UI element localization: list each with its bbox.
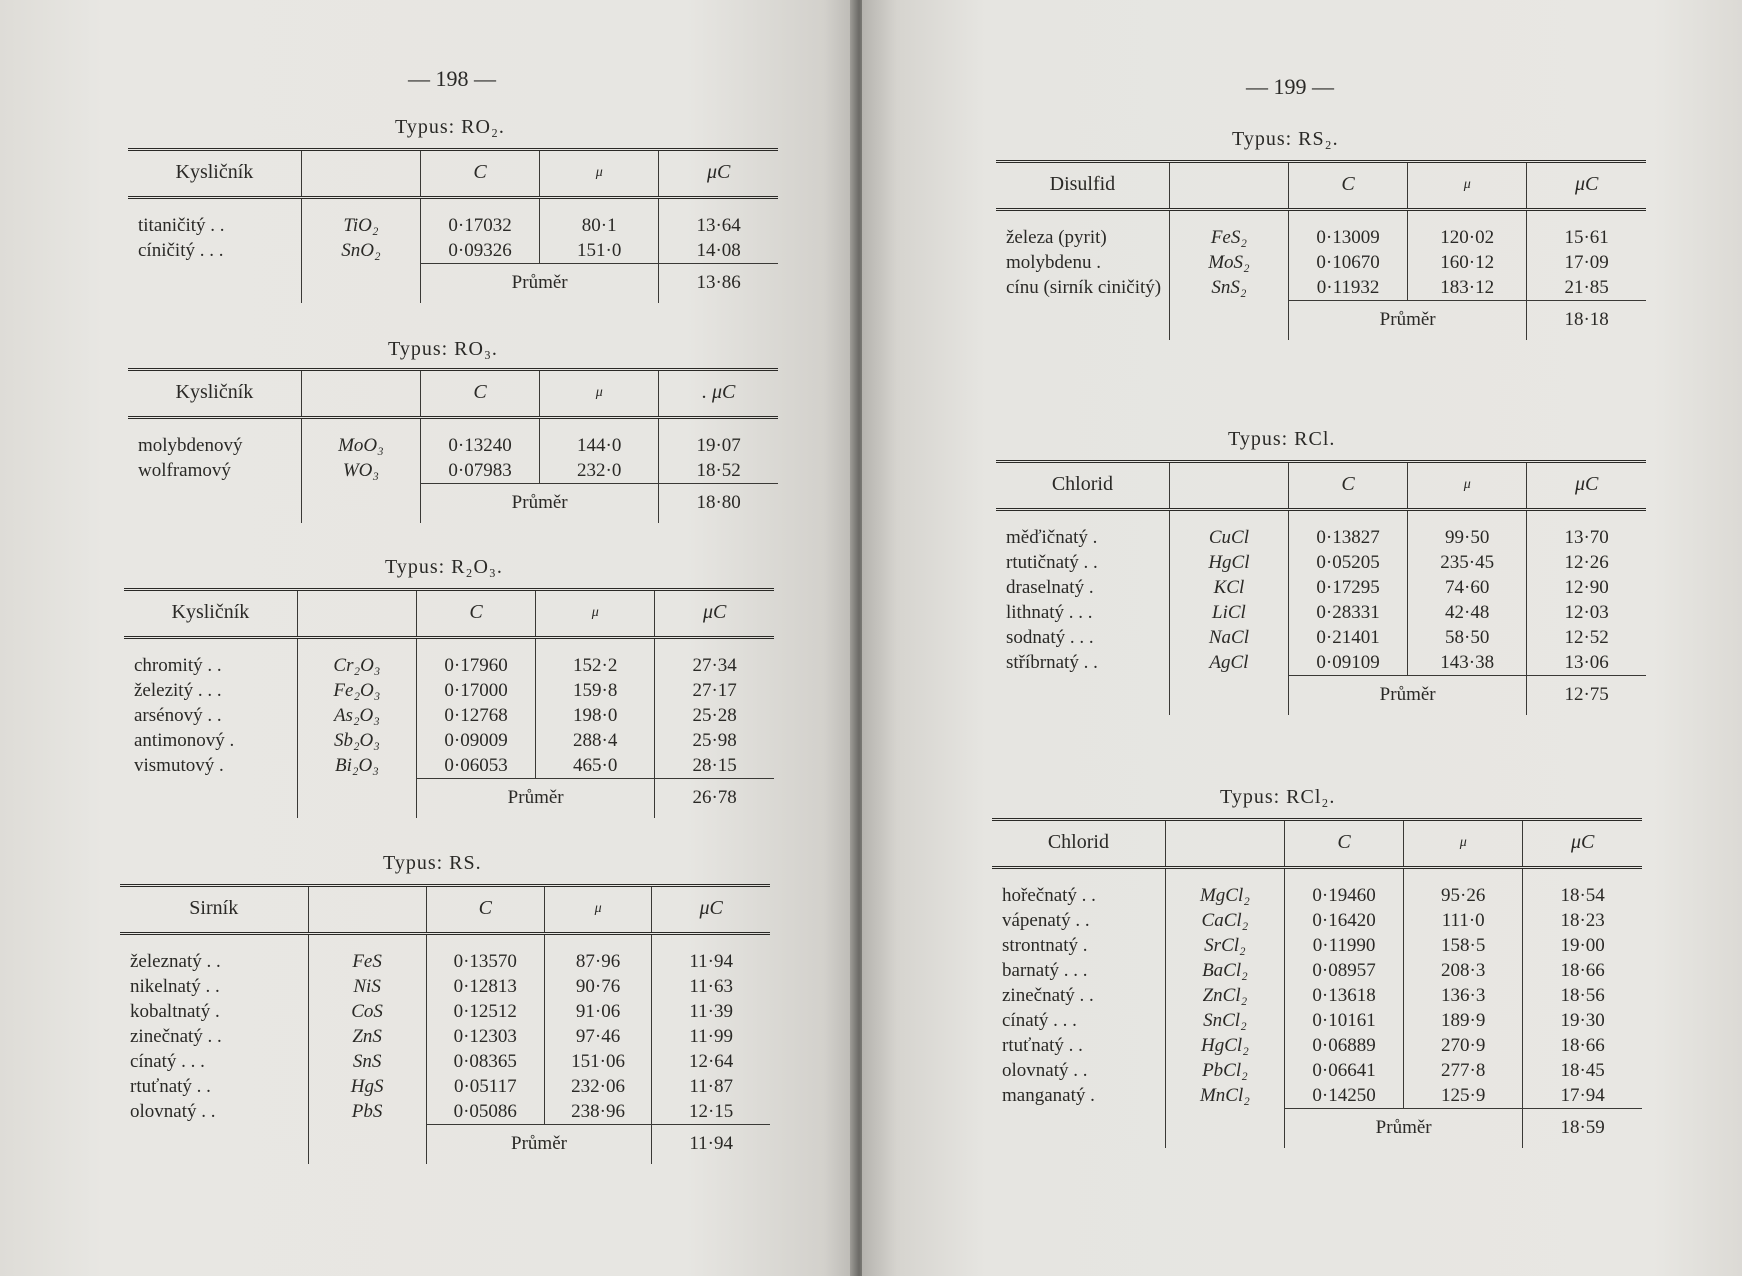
column-header xyxy=(301,370,420,418)
table-cell: WO₃ xyxy=(301,458,420,484)
table-cell: zinečnatý . . xyxy=(130,1026,222,1047)
table-cell: 0·12303 xyxy=(426,1024,544,1049)
table-cell: vismutový . xyxy=(134,755,224,776)
table-cell: 25·98 xyxy=(655,728,774,753)
average-value: 12·75 xyxy=(1527,676,1646,716)
average-row xyxy=(996,676,1646,716)
table-title: Typus: RCl. xyxy=(1228,428,1336,450)
column-header: C xyxy=(420,370,539,418)
table-cell: 90·76 xyxy=(544,974,651,999)
table-cell: 151·0 xyxy=(540,238,659,264)
table-cell: rtutičnatý . . xyxy=(1006,552,1098,573)
table-cell: 17·09 xyxy=(1527,250,1646,275)
table-cell: SnS₂ xyxy=(1169,275,1288,301)
table-cell: 0·07983 xyxy=(420,458,539,484)
data-table xyxy=(128,148,778,303)
table-cell: antimonový . xyxy=(134,730,235,751)
table-cell: 11·87 xyxy=(652,1074,770,1099)
table-row xyxy=(996,600,1646,625)
data-table xyxy=(128,368,778,523)
column-header: μC xyxy=(659,150,778,198)
table-cell: 12·26 xyxy=(1527,550,1646,575)
average-row xyxy=(120,1125,770,1165)
average-value: 18·18 xyxy=(1527,301,1646,341)
table-cell: železitý . . . xyxy=(134,680,222,701)
table-row xyxy=(124,703,774,728)
table-title: Typus: RO₃. xyxy=(388,338,498,360)
table-cell: 288·4 xyxy=(536,728,655,753)
table-title: Typus: RCl₂. xyxy=(1220,786,1336,808)
table-cell: rtuťnatý . . xyxy=(1002,1035,1083,1056)
table-cell: 0·12813 xyxy=(426,974,544,999)
table-row xyxy=(120,999,770,1024)
table-cell: 87·96 xyxy=(544,934,651,975)
average-row xyxy=(124,779,774,819)
table-cell: KCl xyxy=(1169,575,1288,600)
column-header xyxy=(301,150,420,198)
column-header: Chlorid xyxy=(996,462,1169,510)
table-cell: železa (pyrit) xyxy=(1006,227,1107,248)
data-table xyxy=(120,884,770,1164)
table-cell: strontnatý . xyxy=(1002,935,1088,956)
column-header xyxy=(1169,162,1288,210)
table-title: Typus: RO₂. xyxy=(395,116,505,138)
average-value: 26·78 xyxy=(655,779,774,819)
table-cell: měďičnatý . xyxy=(1006,527,1098,548)
column-header: C xyxy=(416,590,535,638)
average-value: 18·59 xyxy=(1523,1109,1642,1149)
table-cell: 0·08957 xyxy=(1284,958,1403,983)
table-cell: 125·9 xyxy=(1404,1083,1523,1109)
table-cell: CoS xyxy=(308,999,426,1024)
table-row xyxy=(120,1074,770,1099)
table-cell: 232·06 xyxy=(544,1074,651,1099)
table-cell: BaCl₂ xyxy=(1165,958,1284,983)
table-cell: ZnS xyxy=(308,1024,426,1049)
table-cell: As₂O₃ xyxy=(297,703,416,728)
table-row xyxy=(992,1008,1642,1033)
table-cell: nikelnatý . . xyxy=(130,976,220,997)
table-cell: 11·94 xyxy=(652,934,770,975)
table-cell: 97·46 xyxy=(544,1024,651,1049)
table-cell: 152·2 xyxy=(536,638,655,679)
data-table xyxy=(996,460,1646,715)
table-cell: 465·0 xyxy=(536,753,655,779)
column-header: μ xyxy=(1408,462,1527,510)
column-header: C xyxy=(1284,820,1403,868)
table-cell: železnatý . . xyxy=(130,951,221,972)
table-row xyxy=(992,1058,1642,1083)
column-header: μ xyxy=(540,370,659,418)
table-cell: draselnatý . xyxy=(1006,577,1094,598)
table-cell: 0·17960 xyxy=(416,638,535,679)
table-cell: HgCl₂ xyxy=(1165,1033,1284,1058)
table-cell: 183·12 xyxy=(1408,275,1527,301)
table-cell: SrCl₂ xyxy=(1165,933,1284,958)
table-cell: 277·8 xyxy=(1404,1058,1523,1083)
table-row xyxy=(124,728,774,753)
table-cell: MgCl₂ xyxy=(1165,868,1284,909)
table-cell: NaCl xyxy=(1169,625,1288,650)
table-cell: 270·9 xyxy=(1404,1033,1523,1058)
table-cell: 13·64 xyxy=(659,198,778,239)
table-cell: Sb₂O₃ xyxy=(297,728,416,753)
table-row xyxy=(128,238,778,264)
table-cell: 0·09009 xyxy=(416,728,535,753)
column-header: μC xyxy=(1527,162,1646,210)
table-cell: 143·38 xyxy=(1408,650,1527,676)
average-row xyxy=(992,1109,1642,1149)
table-cell: sodnatý . . . xyxy=(1006,627,1094,648)
table-cell: 189·9 xyxy=(1404,1008,1523,1033)
table-cell: 0·17032 xyxy=(420,198,539,239)
page-number-left: — 198 — xyxy=(408,66,496,91)
table-cell: 0·10670 xyxy=(1288,250,1407,275)
table-cell: ZnCl₂ xyxy=(1165,983,1284,1008)
table-row xyxy=(992,1033,1642,1058)
table-row xyxy=(124,638,774,679)
table-cell: 0·12768 xyxy=(416,703,535,728)
table-cell: 120·02 xyxy=(1408,210,1527,251)
average-value: 13·86 xyxy=(659,264,778,304)
table-cell: FeS xyxy=(308,934,426,975)
table-cell: 58·50 xyxy=(1408,625,1527,650)
table-cell: 0·14250 xyxy=(1284,1083,1403,1109)
table-cell: CuCl xyxy=(1169,510,1288,551)
average-label: Průměr xyxy=(1288,301,1526,341)
table-row xyxy=(120,1024,770,1049)
column-header: Disulfid xyxy=(996,162,1169,210)
table-cell: 0·06641 xyxy=(1284,1058,1403,1083)
table-cell: 42·48 xyxy=(1408,600,1527,625)
table-cell: 12·64 xyxy=(652,1049,770,1074)
table-cell: cínu (sirník ciničitý) xyxy=(1006,277,1162,298)
table-row xyxy=(996,625,1646,650)
table-cell: wolframový xyxy=(138,460,231,481)
average-label: Průměr xyxy=(420,264,658,304)
table-row xyxy=(128,418,778,459)
table-cell: AgCl xyxy=(1169,650,1288,676)
table-cell: chromitý . . xyxy=(134,655,222,676)
table-cell: cíničitý . . . xyxy=(138,240,224,261)
table-cell: MnCl₂ xyxy=(1165,1083,1284,1109)
table-cell: arsénový . . xyxy=(134,705,222,726)
table-cell: hořečnatý . . xyxy=(1002,885,1096,906)
table-cell: rtuťnatý . . xyxy=(130,1076,211,1097)
table-cell: molybdenu . xyxy=(1006,252,1101,273)
table-cell: NiS xyxy=(308,974,426,999)
right-page xyxy=(862,0,1742,1276)
table-cell: zinečnatý . . xyxy=(1002,985,1094,1006)
table-cell: 27·17 xyxy=(655,678,774,703)
column-header: Kysličník xyxy=(124,590,297,638)
table-cell: 12·52 xyxy=(1527,625,1646,650)
table-row xyxy=(992,1083,1642,1109)
table-row xyxy=(128,458,778,484)
column-header xyxy=(1165,820,1284,868)
table-cell: 0·28331 xyxy=(1288,600,1407,625)
table-row xyxy=(120,1099,770,1125)
table-row xyxy=(128,198,778,239)
table-cell: 208·3 xyxy=(1404,958,1523,983)
table-cell: 0·17295 xyxy=(1288,575,1407,600)
table-cell: 18·56 xyxy=(1523,983,1642,1008)
column-header: C xyxy=(426,886,544,934)
table-row xyxy=(996,210,1646,251)
column-header xyxy=(308,886,426,934)
table-cell: 0·13009 xyxy=(1288,210,1407,251)
table-cell: 238·96 xyxy=(544,1099,651,1125)
table-cell: barnatý . . . xyxy=(1002,960,1088,981)
column-header: μC xyxy=(655,590,774,638)
table-row xyxy=(996,275,1646,301)
table-cell: stříbrnatý . . xyxy=(1006,652,1098,673)
table-cell: 159·8 xyxy=(536,678,655,703)
page-number-right: — 199 — xyxy=(1246,74,1334,99)
table-cell: 12·03 xyxy=(1527,600,1646,625)
average-label: Průměr xyxy=(1288,676,1526,716)
table-cell: 25·28 xyxy=(655,703,774,728)
table-cell: 0·09326 xyxy=(420,238,539,264)
table-cell: 0·05205 xyxy=(1288,550,1407,575)
table-cell: TiO₂ xyxy=(301,198,420,239)
table-row xyxy=(120,1049,770,1074)
table-cell: 0·10161 xyxy=(1284,1008,1403,1033)
column-header: Kysličník xyxy=(128,370,301,418)
table-cell: olovnatý . . xyxy=(1002,1060,1088,1081)
table-row xyxy=(120,934,770,975)
table-cell: PbCl₂ xyxy=(1165,1058,1284,1083)
column-header: C xyxy=(420,150,539,198)
table-cell: olovnatý . . xyxy=(130,1101,216,1122)
table-cell: 15·61 xyxy=(1527,210,1646,251)
table-row xyxy=(124,753,774,779)
table-cell: 0·13240 xyxy=(420,418,539,459)
table-row xyxy=(996,575,1646,600)
table-cell: 19·00 xyxy=(1523,933,1642,958)
table-cell: 0·08365 xyxy=(426,1049,544,1074)
table-title: Typus: RS. xyxy=(383,852,482,874)
table-cell: FeS₂ xyxy=(1169,210,1288,251)
table-cell: 151·06 xyxy=(544,1049,651,1074)
table-title: Typus: RS₂. xyxy=(1232,128,1339,150)
table-cell: 235·45 xyxy=(1408,550,1527,575)
column-header: . μC xyxy=(659,370,778,418)
table-cell: kobaltnatý . xyxy=(130,1001,220,1022)
table-cell: manganatý . xyxy=(1002,1085,1095,1106)
table-cell: Bi₂O₃ xyxy=(297,753,416,779)
table-cell: SnCl₂ xyxy=(1165,1008,1284,1033)
table-cell: 99·50 xyxy=(1408,510,1527,551)
table-cell: 19·30 xyxy=(1523,1008,1642,1033)
table-cell: titaničitý . . xyxy=(138,215,225,236)
column-header: C xyxy=(1288,462,1407,510)
average-label: Průměr xyxy=(416,779,654,819)
table-title: Typus: R₂O₃. xyxy=(385,556,503,578)
column-header: Kysličník xyxy=(128,150,301,198)
table-cell: cínatý . . . xyxy=(130,1051,205,1072)
table-cell: 18·66 xyxy=(1523,1033,1642,1058)
table-cell: 27·34 xyxy=(655,638,774,679)
table-cell: 18·66 xyxy=(1523,958,1642,983)
table-cell: HgCl xyxy=(1169,550,1288,575)
table-cell: MoS₂ xyxy=(1169,250,1288,275)
table-cell: LiCl xyxy=(1169,600,1288,625)
table-cell: 11·39 xyxy=(652,999,770,1024)
table-cell: SnO₂ xyxy=(301,238,420,264)
table-cell: vápenatý . . xyxy=(1002,910,1090,931)
table-cell: 18·23 xyxy=(1523,908,1642,933)
column-header: μC xyxy=(1527,462,1646,510)
table-cell: 91·06 xyxy=(544,999,651,1024)
column-header: μ xyxy=(1404,820,1523,868)
table-cell: 0·05117 xyxy=(426,1074,544,1099)
table-cell: 11·99 xyxy=(652,1024,770,1049)
table-cell: 11·63 xyxy=(652,974,770,999)
average-label: Průměr xyxy=(426,1125,652,1165)
table-cell: 158·5 xyxy=(1404,933,1523,958)
column-header: μ xyxy=(1408,162,1527,210)
table-cell: 13·70 xyxy=(1527,510,1646,551)
table-row xyxy=(996,510,1646,551)
data-table xyxy=(124,588,774,818)
table-cell: 0·06889 xyxy=(1284,1033,1403,1058)
table-cell: 0·09109 xyxy=(1288,650,1407,676)
table-cell: cínatý . . . xyxy=(1002,1010,1077,1031)
table-cell: 28·15 xyxy=(655,753,774,779)
table-cell: 0·16420 xyxy=(1284,908,1403,933)
table-row xyxy=(992,983,1642,1008)
column-header: μC xyxy=(652,886,770,934)
table-cell: 0·21401 xyxy=(1288,625,1407,650)
average-row xyxy=(996,301,1646,341)
column-header xyxy=(1169,462,1288,510)
table-cell: 144·0 xyxy=(540,418,659,459)
table-cell: SnS xyxy=(308,1049,426,1074)
table-cell: PbS xyxy=(308,1099,426,1125)
table-cell: 17·94 xyxy=(1523,1083,1642,1109)
table-row xyxy=(996,250,1646,275)
table-cell: molybdenový xyxy=(138,435,243,456)
average-value: 18·80 xyxy=(659,484,778,524)
table-cell: 0·11932 xyxy=(1288,275,1407,301)
table-cell: 136·3 xyxy=(1404,983,1523,1008)
table-row xyxy=(996,650,1646,676)
data-table xyxy=(992,818,1642,1148)
table-cell: lithnatý . . . xyxy=(1006,602,1093,623)
table-row xyxy=(992,908,1642,933)
average-row xyxy=(128,264,778,304)
table-cell: Fe₂O₃ xyxy=(297,678,416,703)
table-cell: CaCl₂ xyxy=(1165,908,1284,933)
table-row xyxy=(992,868,1642,909)
average-value: 11·94 xyxy=(652,1125,770,1165)
table-cell: 12·90 xyxy=(1527,575,1646,600)
column-header: Chlorid xyxy=(992,820,1165,868)
table-cell: 0·13618 xyxy=(1284,983,1403,1008)
table-row xyxy=(992,933,1642,958)
table-row xyxy=(992,958,1642,983)
average-row xyxy=(128,484,778,524)
table-cell: 19·07 xyxy=(659,418,778,459)
table-row xyxy=(996,550,1646,575)
table-cell: 21·85 xyxy=(1527,275,1646,301)
table-cell: 0·19460 xyxy=(1284,868,1403,909)
table-row xyxy=(120,974,770,999)
table-cell: 0·12512 xyxy=(426,999,544,1024)
table-cell: 0·06053 xyxy=(416,753,535,779)
left-page xyxy=(0,0,858,1276)
table-cell: 0·05086 xyxy=(426,1099,544,1125)
table-cell: 12·15 xyxy=(652,1099,770,1125)
table-cell: 111·0 xyxy=(1404,908,1523,933)
column-header: μC xyxy=(1523,820,1642,868)
table-cell: 18·45 xyxy=(1523,1058,1642,1083)
table-cell: 95·26 xyxy=(1404,868,1523,909)
table-cell: MoO₃ xyxy=(301,418,420,459)
table-cell: 0·17000 xyxy=(416,678,535,703)
column-header: μ xyxy=(544,886,651,934)
table-cell: 232·0 xyxy=(540,458,659,484)
table-cell: 0·13570 xyxy=(426,934,544,975)
table-cell: 160·12 xyxy=(1408,250,1527,275)
table-row xyxy=(124,678,774,703)
table-cell: 198·0 xyxy=(536,703,655,728)
table-cell: HgS xyxy=(308,1074,426,1099)
column-header: C xyxy=(1288,162,1407,210)
column-header: μ xyxy=(536,590,655,638)
column-header: μ xyxy=(540,150,659,198)
data-table xyxy=(996,160,1646,340)
table-cell: 18·54 xyxy=(1523,868,1642,909)
table-cell: 0·11990 xyxy=(1284,933,1403,958)
column-header: Sirník xyxy=(120,886,308,934)
average-label: Průměr xyxy=(1284,1109,1522,1149)
table-cell: 14·08 xyxy=(659,238,778,264)
table-cell: 0·13827 xyxy=(1288,510,1407,551)
table-cell: Cr₂O₃ xyxy=(297,638,416,679)
table-cell: 18·52 xyxy=(659,458,778,484)
average-label: Průměr xyxy=(420,484,658,524)
table-cell: 80·1 xyxy=(540,198,659,239)
table-cell: 13·06 xyxy=(1527,650,1646,676)
column-header xyxy=(297,590,416,638)
table-cell: 74·60 xyxy=(1408,575,1527,600)
